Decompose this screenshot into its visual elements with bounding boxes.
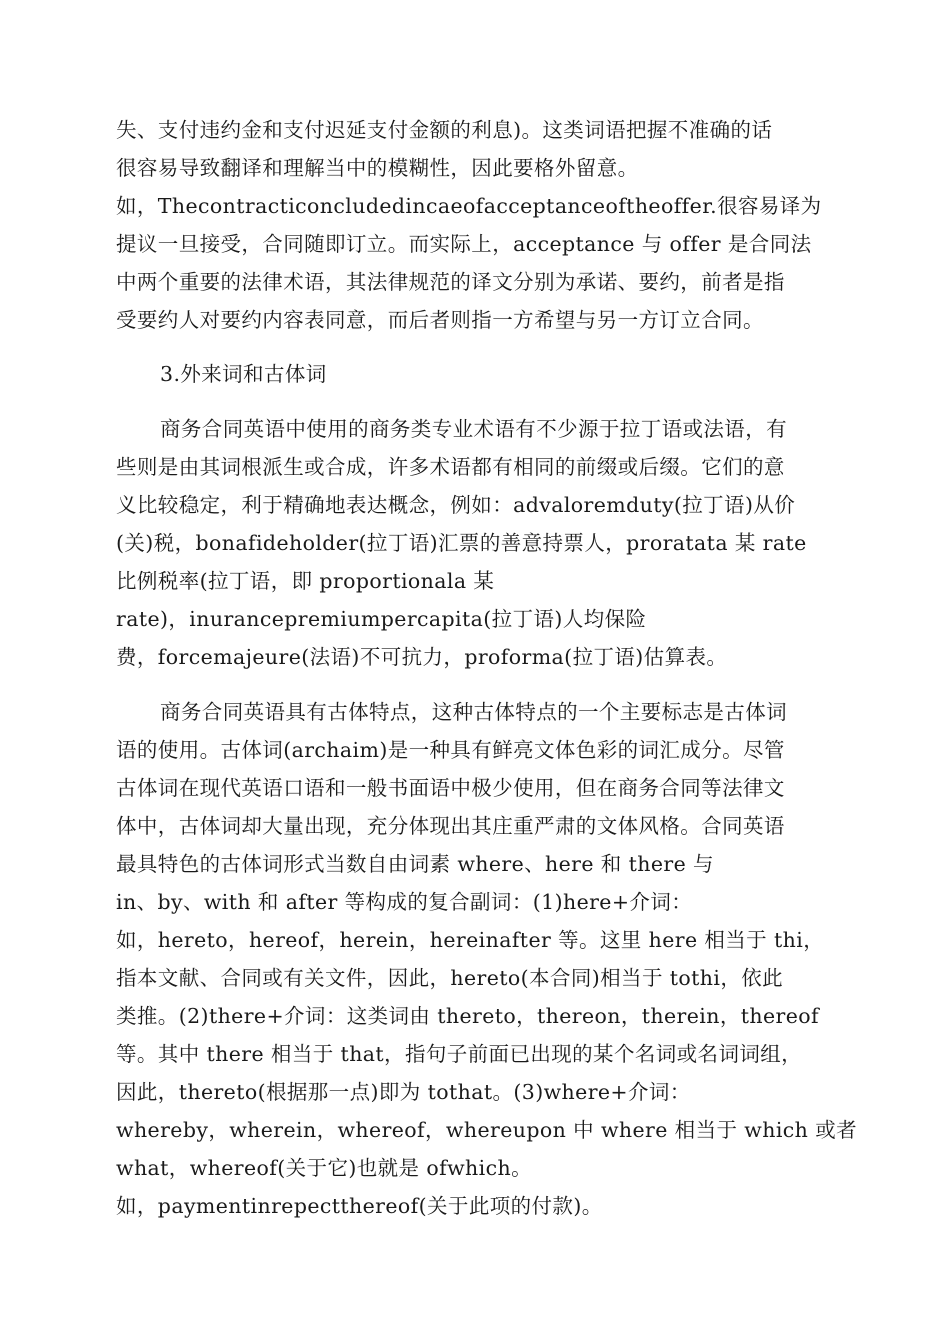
text-line: 中两个重要的法律术语，其法律规范的译文分别为承诺、要约，前者是指 [116, 270, 785, 294]
text-line: 提议一旦接受，合同随即订立。而实际上，acceptance 与 offer 是合同法 [116, 232, 812, 256]
section-heading: 3.外来词和古体词 [160, 362, 327, 386]
text-line: rate)，inurancepremiumpercapita(拉丁语)人均保险 [116, 607, 647, 631]
text-line: 如，Thecontracticoncludedincaeofacceptanceoftheoffer.很容易译为 [116, 194, 822, 218]
text-line: 古体词在现代英语口语和一般书面语中极少使用，但在商务合同等法律文 [116, 776, 785, 800]
text-line: 费，forcemajeure(法语)不可抗力，proforma(拉丁语)估算表。 [116, 645, 728, 669]
text-line: 如，hereto，hereof，herein，hereinafter 等。这里 here 相当于 thi， [116, 928, 825, 952]
text-line: 比例税率(拉丁语，即 proportionala 某 [116, 569, 495, 593]
text-line: 失、支付违约金和支付迟延支付金额的利息)。这类词语把握不准确的话 [116, 118, 773, 142]
text-line: in、by、with 和 after 等构成的复合副词：(1)here+介词： [116, 890, 693, 914]
text-line: 义比较稳定，利于精确地表达概念，例如：advaloremduty(拉丁语)从价 [116, 493, 796, 517]
text-line: 如，paymentinrepectthereof(关于此项的付款)。 [116, 1194, 603, 1218]
text-line: 等。其中 there 相当于 that，指句子前面已出现的某个名词或名词词组， [116, 1042, 803, 1066]
text-line: 体中，古体词却大量出现，充分体现出其庄重严肃的文体风格。合同英语 [116, 814, 785, 838]
text-line: 类推。(2)there+介词：这类词由 thereto，thereon，therein，thereof [116, 1004, 819, 1028]
text-line: 指本文献、合同或有关文件，因此，hereto(本合同)相当于 tothi，依此 [116, 966, 784, 990]
text-line: 受要约人对要约内容表同意，而后者则指一方希望与另一方订立合同。 [116, 308, 764, 332]
text-line: 商务合同英语中使用的商务类专业术语有不少源于拉丁语或法语，有 [160, 417, 787, 441]
text-line: (关)税，bonafideholder(拉丁语)汇票的善意持票人，proratata 某 rate [116, 531, 807, 555]
text-line: 最具特色的古体词形式当数自由词素 where、here 和 there 与 [116, 852, 714, 876]
text-line: 因此，thereto(根据那一点)即为 tothat。(3)where+介词： [116, 1080, 691, 1104]
text-line: whereby，wherein，whereof，whereupon 中 where 相当于 which 或者 [116, 1118, 858, 1142]
text-line: what，whereof(关于它)也就是 ofwhich。 [116, 1156, 532, 1180]
text-line: 很容易导致翻译和理解当中的模糊性，因此要格外留意。 [116, 156, 639, 180]
text-line: 语的使用。古体词(archaim)是一种具有鲜亮文体色彩的词汇成分。尽管 [116, 738, 785, 762]
text-line: 些则是由其词根派生或合成，许多术语都有相同的前缀或后缀。它们的意 [116, 455, 785, 479]
text-line: 商务合同英语具有古体特点，这种古体特点的一个主要标志是古体词 [160, 700, 787, 724]
